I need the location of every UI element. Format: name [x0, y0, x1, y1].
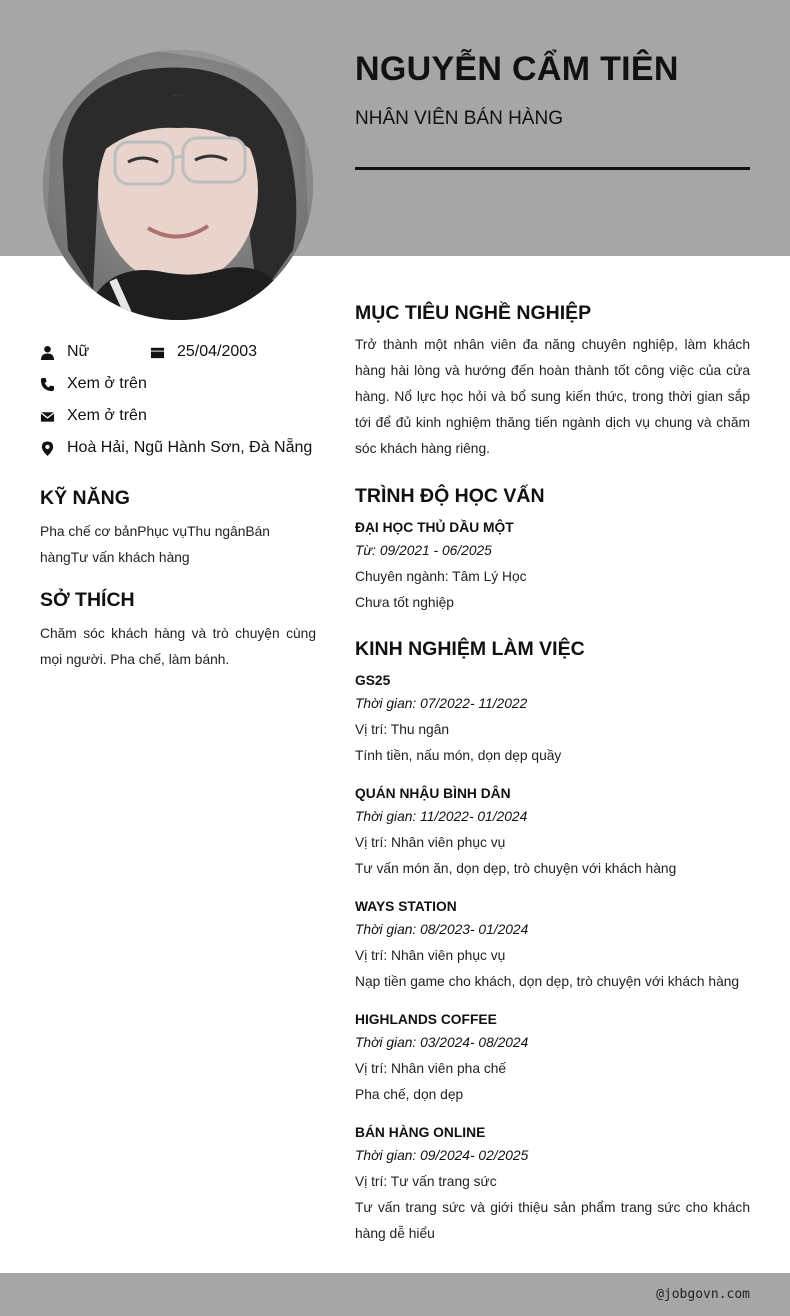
- experience-time: Thời gian: 08/2023- 01/2024: [355, 922, 529, 937]
- user-icon: [40, 345, 55, 360]
- phone-value: Xem ở trên: [67, 375, 147, 392]
- hobbies-heading: SỞ THÍCH: [40, 589, 135, 611]
- education-entry: [355, 518, 750, 616]
- experience-item: [355, 1010, 750, 1108]
- experience-company: QUÁN NHẬU BÌNH DÂN: [355, 786, 511, 801]
- experience-description: Tư vấn trang sức và giới thiệu sản phẩm trang sức cho khách hàng dễ hiểu: [355, 1200, 750, 1241]
- experience-company: BÁN HÀNG ONLINE: [355, 1125, 486, 1140]
- education-time: Từ: 09/2021 - 06/2025: [355, 543, 492, 558]
- experience-item: [355, 671, 750, 769]
- mail-icon: [40, 409, 55, 424]
- experience-position: Vị trí: Nhân viên phục vụ: [355, 835, 506, 850]
- education-heading: TRÌNH ĐỘ HỌC VẤN: [355, 485, 545, 507]
- experience-company: HIGHLANDS COFFEE: [355, 1012, 497, 1027]
- experience-item: [355, 784, 750, 882]
- experience-item: [355, 897, 750, 995]
- experience-description: Nạp tiền game cho khách, dọn dẹp, trò chuyện với khách hàng: [355, 974, 740, 989]
- experience-position: Vị trí: Nhân viên phục vụ: [355, 948, 506, 963]
- experience-position: Vị trí: Tư vấn trang sức: [355, 1174, 497, 1189]
- contact-address: [40, 439, 312, 457]
- experience-company: WAYS STATION: [355, 899, 457, 914]
- experience-time: Thời gian: 07/2022- 11/2022: [355, 696, 528, 711]
- hobbies-text: Chăm sóc khách hàng và trò chuyện cùng mọi người. Pha chế, làm bánh.: [40, 626, 316, 667]
- experience-description: Tư vấn món ăn, dọn dẹp, trò chuyện với khách hàng: [355, 861, 677, 876]
- footer-watermark: @jobgovn.com: [656, 1287, 750, 1302]
- address-value: Hoà Hải, Ngũ Hành Sơn, Đà Nẵng: [67, 439, 313, 456]
- objective-heading: MỤC TIÊU NGHỀ NGHIỆP: [355, 302, 592, 324]
- experience-position: Vị trí: Thu ngân: [355, 722, 450, 737]
- experience-description: Pha chế, dọn dẹp: [355, 1087, 464, 1102]
- experience-company: GS25: [355, 673, 391, 688]
- birthday-value: 25/04/2003: [177, 343, 258, 360]
- experience-time: Thời gian: 09/2024- 02/2025: [355, 1148, 529, 1163]
- calendar-icon: [150, 345, 165, 360]
- contact-email: [40, 407, 147, 425]
- contact-phone: [40, 375, 147, 393]
- phone-icon: [40, 377, 55, 392]
- school-name: ĐẠI HỌC THỦ DẦU MỘT: [355, 520, 514, 535]
- title-divider: [355, 167, 750, 170]
- experience-heading: KINH NGHIỆM LÀM VIỆC: [355, 638, 585, 660]
- experience-description: Tính tiền, nấu món, dọn dẹp quầy: [355, 748, 562, 763]
- education-status: Chưa tốt nghiệp: [355, 595, 454, 610]
- experience-item: [355, 1123, 750, 1247]
- experience-time: Thời gian: 03/2024- 08/2024: [355, 1035, 529, 1050]
- skills-heading: KỸ NĂNG: [40, 487, 130, 509]
- contact-birthday: [150, 343, 257, 361]
- skills-text: Pha chế cơ bảnPhục vụThu ngânBán hàngTư vấn khách hàng: [40, 524, 270, 565]
- avatar: [43, 50, 313, 320]
- experience-time: Thời gian: 11/2022- 01/2024: [355, 809, 528, 824]
- contact-gender: [40, 343, 89, 361]
- candidate-name: NGUYỄN CẨM TIÊN: [355, 50, 679, 88]
- location-pin-icon: [40, 441, 55, 456]
- avatar-photo: [43, 50, 313, 320]
- experience-position: Vị trí: Nhân viên pha chế: [355, 1061, 507, 1076]
- objective-text: Trở thành một nhân viên đa năng chuyên nghiệp, làm khách hàng hài lòng và hướng đến hoàn thành tốt công việc của cửa hàng. Nổ lực học hỏi và bổ sung kiến thức, trong thời gian sắp tới để đủ kinh nghiệm thăng tiến ngành dịch vụ chung và chăm sóc khách hàng riêng.: [355, 337, 750, 456]
- education-major: Chuyên ngành: Tâm Lý Học: [355, 569, 527, 584]
- job-title: NHÂN VIÊN BÁN HÀNG: [355, 108, 563, 129]
- gender-value: Nữ: [67, 343, 90, 360]
- email-value: Xem ở trên: [67, 407, 147, 424]
